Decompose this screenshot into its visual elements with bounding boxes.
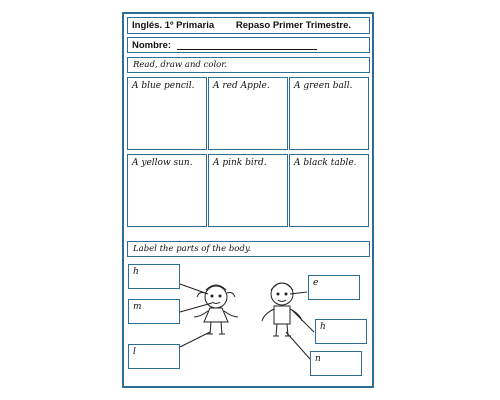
label-letter: m bbox=[133, 302, 142, 312]
label-box-1[interactable] bbox=[128, 264, 180, 289]
label-box-4[interactable] bbox=[308, 275, 360, 300]
instruction-label-body: Label the parts of the body. bbox=[127, 241, 370, 257]
worksheet-title: Repaso Primer Trimestre. bbox=[235, 20, 351, 31]
cell-caption: A black table. bbox=[294, 158, 357, 168]
label-box-5[interactable] bbox=[315, 319, 367, 344]
pointer-line-hand bbox=[292, 310, 314, 332]
instruction-read-draw-color: Read, draw and color. bbox=[127, 57, 370, 73]
label-letter: h bbox=[320, 322, 326, 332]
pointer-line-head bbox=[180, 284, 208, 294]
label-letter: l bbox=[133, 347, 136, 357]
pointer-line-leg bbox=[180, 332, 210, 347]
label-letter: n bbox=[315, 354, 321, 364]
cell-caption: A pink bird. bbox=[213, 158, 267, 168]
worksheet bbox=[122, 12, 374, 388]
boy-figure bbox=[262, 283, 302, 336]
cell-caption: A red Apple. bbox=[213, 81, 270, 91]
pointer-line-mouth bbox=[180, 303, 212, 312]
cell-caption: A blue pencil. bbox=[132, 81, 195, 91]
cell-caption: A yellow sun. bbox=[132, 158, 193, 168]
pointer-line-knee bbox=[286, 332, 310, 359]
subject-label: Inglés. 1º Primaria bbox=[132, 20, 215, 31]
label-box-3[interactable] bbox=[128, 344, 180, 369]
name-label: Nombre: bbox=[132, 39, 172, 51]
girl-figure bbox=[194, 285, 238, 334]
cell-caption: A green ball. bbox=[294, 81, 353, 91]
label-letter: h bbox=[133, 267, 139, 277]
label-box-2[interactable] bbox=[128, 299, 180, 324]
label-letter: e bbox=[313, 278, 319, 288]
label-box-6[interactable] bbox=[310, 351, 362, 376]
